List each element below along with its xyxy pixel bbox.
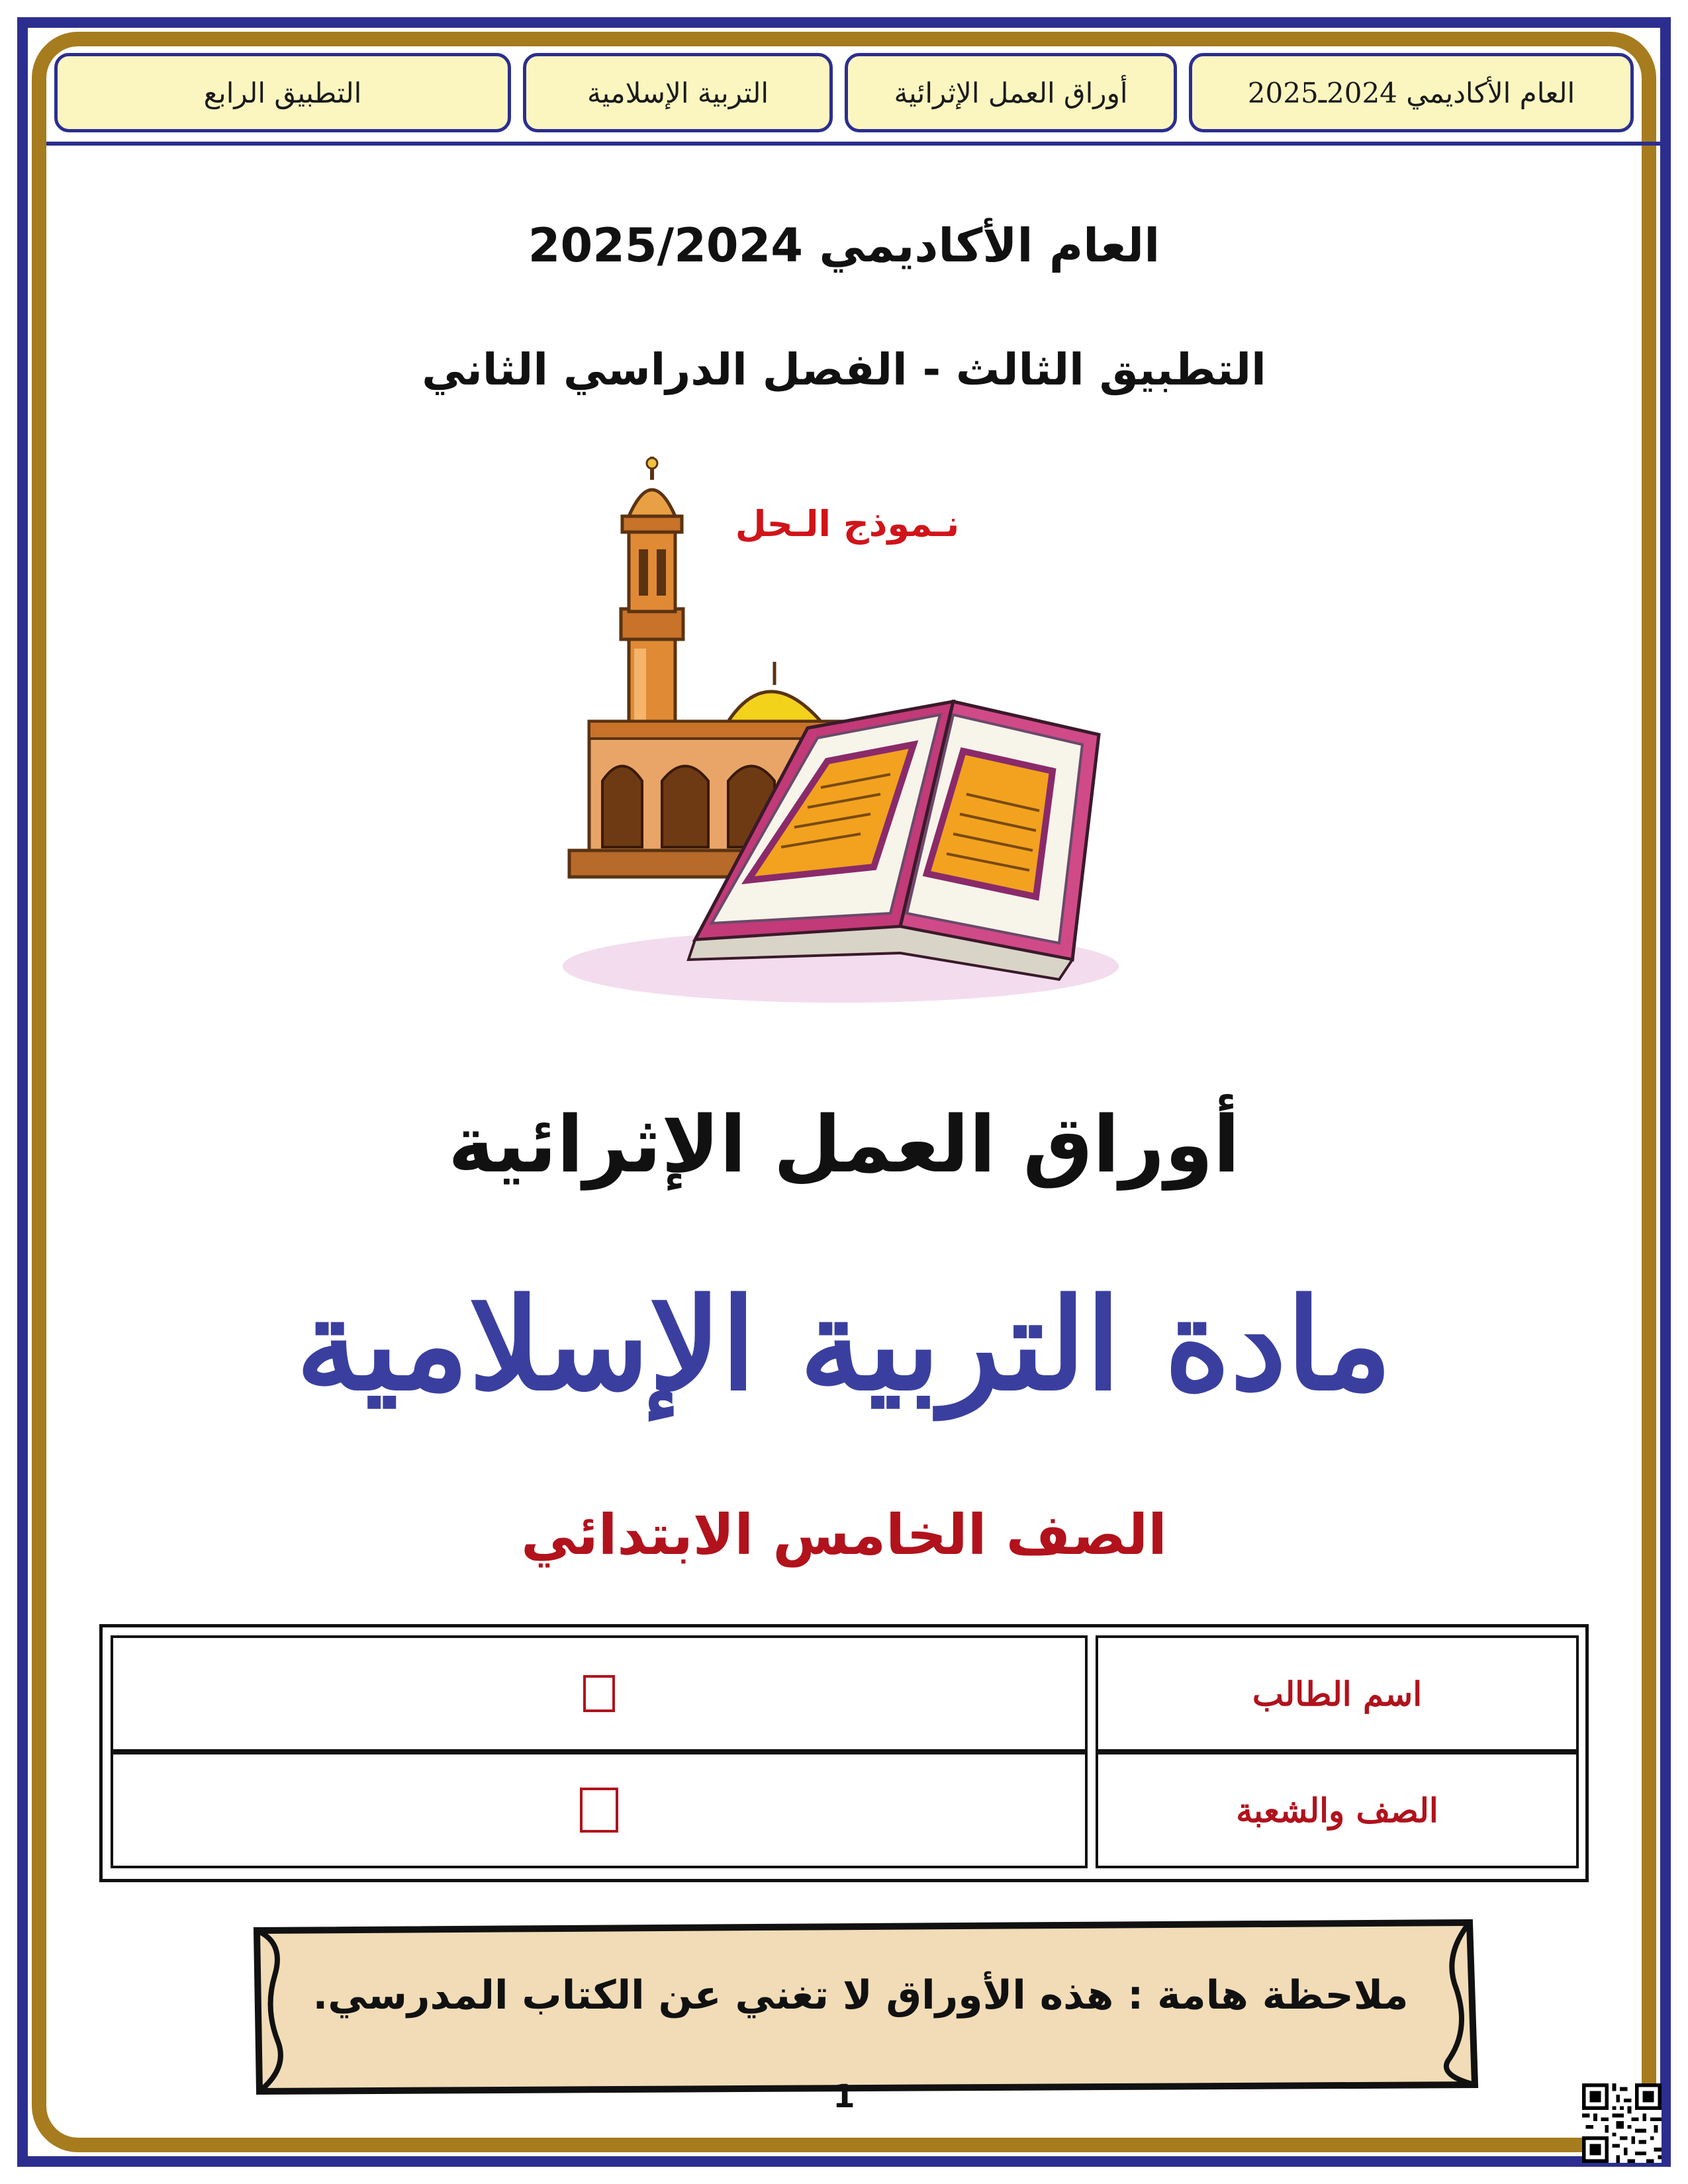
- class-section-label: الصف والشعبة: [1096, 1752, 1579, 1868]
- qr-code-icon[interactable]: [1582, 2083, 1662, 2163]
- term-subtitle: التطبيق الثالث - الفصل الدراسي الثاني: [422, 344, 1266, 395]
- student-name-field[interactable]: [111, 1635, 1088, 1752]
- class-section-field[interactable]: [111, 1752, 1088, 1868]
- important-note: ملاحظة هامة : هذه الأوراق لا تغني عن الكتاب المدرسي.: [312, 1972, 1409, 2019]
- academic-year-title: العام الأكاديمي 2025/2024: [528, 218, 1160, 273]
- grade-title: الصف الخامس الابتدائي: [521, 1502, 1167, 1567]
- model-answer-label: نـموذج الـحل: [735, 503, 960, 545]
- page-number: 1: [833, 2078, 855, 2115]
- student-name-checkbox[interactable]: [583, 1675, 615, 1712]
- header-worksheets: أوراق العمل الإثرائية: [845, 53, 1177, 132]
- student-name-label: اسم الطالب: [1096, 1635, 1579, 1752]
- student-info-table: [99, 1624, 1589, 1882]
- header-academic-year: العام الأكاديمي 2024ـ2025: [1189, 53, 1634, 132]
- subject-title: مادة التربية الإسلامية: [296, 1271, 1392, 1418]
- header-application: التطبيق الرابع: [54, 53, 511, 132]
- class-section-checkbox[interactable]: [580, 1788, 618, 1833]
- header-divider: [46, 142, 1662, 146]
- worksheets-title: أوراق العمل الإثرائية: [447, 1099, 1241, 1190]
- header-subject: التربية الإسلامية: [523, 53, 833, 132]
